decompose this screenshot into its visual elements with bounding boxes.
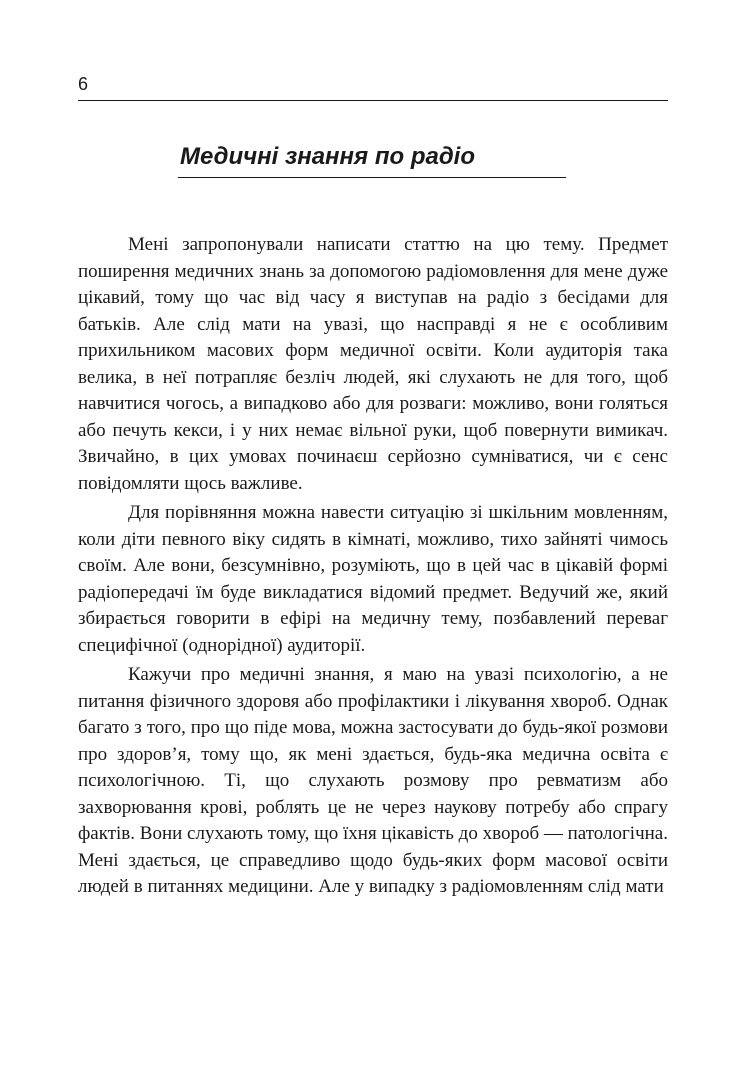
header-rule <box>78 100 668 101</box>
paragraph-1: Мені запропонували написати статтю на цю тему. Предмет поширення медичних знань за допомогою радіомовлення для мене дуже цікавий, тому що час від часу я виступав на радіо з бесідами для батьків. Але слід мати на увазі, що насправді я не є особливим прихильником масових форм медичної освіти. Коли аудиторія така велика, в неї потрапляє безліч людей, які слухають не для того, щоб навчитися чогось, а випадково або для розваги: можливо, вони голяться або печуть кекси, і у них немає вільної руки, щоб повернути вимикач. Звичайно, в цих умовах починаєш серйозно сумніватися, чи є сенс повідомляти щось важливе. <box>78 234 668 494</box>
chapter-title: Медичні знання по радіо <box>180 143 475 170</box>
body-text <box>78 232 668 904</box>
page-number: 6 <box>78 74 89 94</box>
paragraph-2: Для порівняння можна навести ситуацію зі шкільним мовленням, коли діти певного віку сидять в кімнаті, можливо, тихо зайняті чимось своїм. Але вони, безсумнівно, розуміють, що в цей час в цікавій формі радіопередачі їм буде викладатися відомий предмет. Ведучий же, який збирається говорити в ефірі на медичну тему, позбавлений переваг специфічної (однорідної) аудиторії. <box>78 502 668 656</box>
paragraph-3: Кажучи про медичні знання, я маю на увазі психологію, а не питання фізичного здоровя або профілактики і лікування хвороб. Однак багато з того, про що піде мова, можна застосувати до будь-якої розмови про здоров’я, тому що, як мені здається, будь-яка медична освіта є психологічною. Ті, що слухають розмову про ревматизм або захворювання крові, роблять це не через наукову потребу або спрагу фактів. Вони слухають тому, що їхня цікавість до хвороб — патологічна. Мені здається, це справедливо щодо будь-яких форм масової освіти людей в питаннях медицини. Але у випадку з радіомовленням слід мати <box>78 664 668 897</box>
title-underline <box>178 177 566 178</box>
